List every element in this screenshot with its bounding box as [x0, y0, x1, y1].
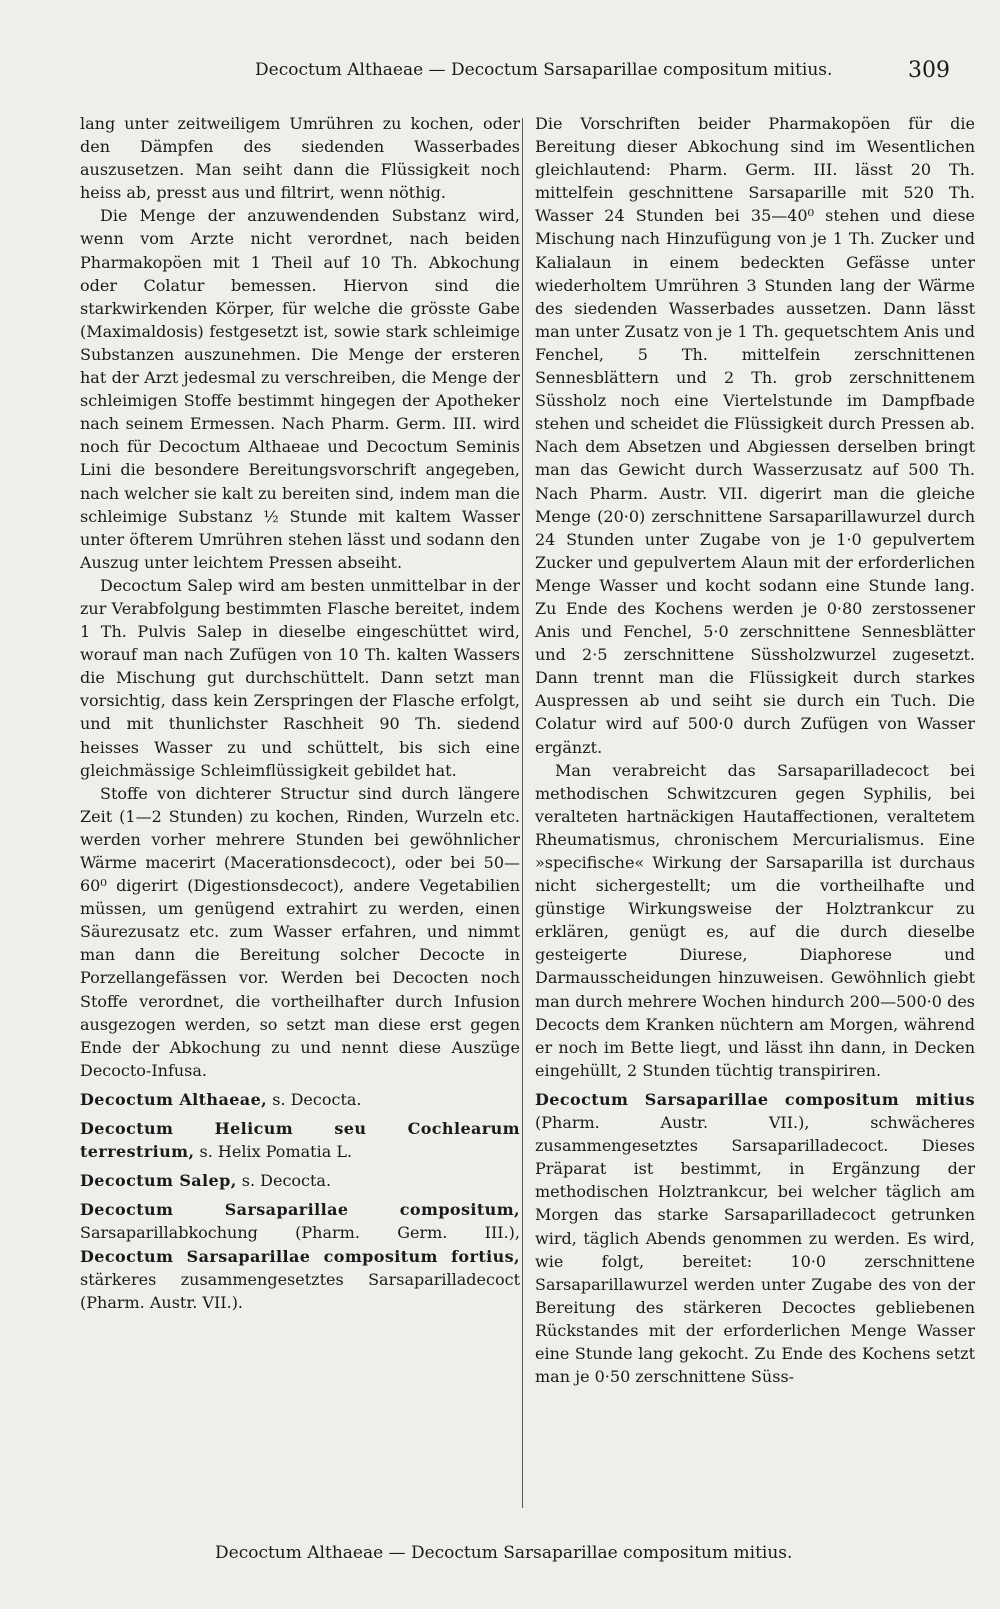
- column-divider: [522, 118, 523, 1508]
- entry-text: s. Decocta.: [267, 1089, 362, 1109]
- paragraph: lang unter zeitweiligem Umrühren zu kochen, oder den Dämpfen des siedenden Wasserbades auszusetzen. Man seiht dann die Flüssigkeit noch heiss ab, presst aus und filtrirt, wenn nöthig.: [80, 114, 520, 203]
- dictionary-entry: [535, 1088, 975, 1388]
- dictionary-entry: [80, 1169, 520, 1192]
- entry-text: s. Decocta.: [236, 1171, 332, 1191]
- entry-text: Sarsaparillabkochung (Pharm. Germ. III.),: [80, 1223, 520, 1243]
- paragraph: Die Vorschriften beider Pharmakopöen für die Bereitung dieser Abkochung sind im Wesentlichen gleichlautend: Pharm. Germ. III. lässt 20 Th. mittelfein geschnittene Sarsaparille mit 520 Th. Wasser 24 Stunden bei 35—40⁰ stehen und diese Mischung nach Hinzufügung von je 1 Th. Zucker und Kalialaun in einem bedeckten Gefässe unter wiederholtem Umrühren 3 Stunden lang der Wärme des siedenden Wasserbades aussetzen. Dann lässt man unter Zusatz von je 1 Th. gequetschtem Anis und Fenchel, 5 Th. mittelfein zerschnittenen Sennesblättern und 2 Th. grob zerschnittenem Süssholz noch eine Viertelstunde im Dampfbade stehen und scheidet die Flüssigkeit durch Pressen ab. Nach dem Absetzen und Abgiessen derselben bringt man das Gewicht durch Wasserzusatz auf 500 Th. Nach Pharm. Austr. VII. digerirt man die gleiche Menge (20·0) zerschnittene Sarsaparillawurzel durch 24 Stunden unter Zugabe von je 1·0 gepulvertem Zucker und gepulvertem Alaun mit der erforderlichen Menge Wasser und kocht sodann eine Stunde lang. Zu Ende des Kochens werden je 0·80 zerstossener Anis und Fenchel, 5·0 zerschnittene Sennesblätter und 2·5 zerschnittene Süssholzwurzel zugesetzt. Dann trennt man die Flüssigkeit durch starkes Auspressen ab und seiht sie durch ein Tuch. Die Colatur wird auf 500·0 durch Zufügen von Wasser ergänzt.: [535, 114, 975, 757]
- entry-text: (Pharm. Austr. VII.), schwächeres zusammengesetztes Sarsaparilladecoct. Dieses Präparat ist bestimmt, in Ergänzung der methodischen Holztrankcur, bei welcher täglich am Morgen das starke Sarsaparilladecoct getrunken wird, täglich Abends genommen zu werden. Es wird, wie folgt, bereitet: 10·0 zerschnittene Sarsaparillawurzel werden unter Zugabe des von der Bereitung des stärkeren Decoctes gebliebenen Rückstandes mit der erforderlichen Menge Wasser eine Stunde lang gekocht. Zu Ende des Kochens setzt man je 0·50 zerschnittene Süss-: [535, 1113, 975, 1387]
- entry-headword: Decoctum Sarsaparillae compositum,: [80, 1200, 520, 1220]
- entry-headword: Decoctum Sarsaparillae compositum fortius,: [80, 1246, 520, 1266]
- paragraph: Stoffe von dichterer Structur sind durch längere Zeit (1—2 Stunden) zu kochen, Rinden, Wurzeln etc. werden vorher mehrere Stunden bei gewöhnlicher Wärme macerirt (Macerationsdecoct), oder bei 50—60⁰ digerirt (Digestionsdecoct), andere Vegetabilien müssen, um genügend extrahirt zu werden, einen Säurezusatz etc. zum Wasser erfahren, und nimmt man dann die Bereitung solcher Decocte in Porzellangefässen vor. Werden bei Decocten noch Stoffe verordnet, die vortheilhafter durch Infusion ausgezogen werden, so setzt man diese erst gegen Ende der Abkochung zu und nennt diese Auszüge Decocto-Infusa.: [80, 783, 520, 1080]
- entry-headword: Decoctum Althaeae,: [80, 1089, 268, 1109]
- entry-text: s. Helix Pomatia L.: [194, 1142, 353, 1162]
- entry-headword: Decoctum Salep,: [80, 1171, 237, 1191]
- entry-headword: Decoctum Sarsaparillae compositum mitius: [535, 1089, 975, 1109]
- dictionary-entry: [80, 1117, 520, 1163]
- left-column: [80, 112, 520, 1314]
- right-column: [535, 112, 975, 1388]
- running-head: [80, 58, 950, 88]
- paragraph: Die Menge der anzuwendenden Substanz wird, wenn vom Arzte nicht verordnet, nach beiden Pharmakopöen mit 1 Theil auf 10 Th. Abkochung oder Colatur bemessen. Hiervon sind die starkwirkenden Körper, für welche die grösste Gabe (Maximaldosis) festgesetzt ist, sowie stark schleimige Substanzen auszunehmen. Die Menge der ersteren hat der Arzt jedesmal zu verschreiben, die Menge der schleimigen Stoffe bestimmt hingegen der Apotheker nach seinem Ermessen. Nach Pharm. Germ. III. wird noch für Decoctum Althaeae und Decoctum Seminis Lini die besondere Bereitungsvorschrift angegeben, nach welcher sie kalt zu bereiten sind, indem man die schleimige Substanz ½ Stunde mit kaltem Wasser unter öfterem Umrühren stehen lässt und sodann den Auszug unter leichtem Pressen abseiht.: [80, 206, 520, 572]
- page-number: 309: [908, 58, 950, 83]
- running-title: Decoctum Althaeae — Decoctum Sarsaparillae compositum mitius.: [255, 60, 833, 80]
- entry-headword: Decoctum Helicum seu Cochlearum terrestrium,: [80, 1119, 520, 1162]
- paragraph: Man verabreicht das Sarsaparilladecoct bei methodischen Schwitzcuren gegen Syphilis, bei veralteten hartnäckigen Hautaffectionen, veraltetem Rheumatismus, chronischem Mercurialismus. Eine »specifische« Wirkung der Sarsaparilla ist durchaus nicht sichergestellt; um die vortheilhafte und günstige Wirkungsweise der Holztrankcur zu erklären, genügt es, auf die durch dieselbe gesteigerte Diurese, Diaphorese und Darmausscheidungen hinzuweisen. Gewöhnlich giebt man durch mehrere Wochen hindurch 200—500·0 des Decocts dem Kranken nüchtern am Morgen, während er noch im Bette liegt, und lässt ihn dann, in Decken eingehüllt, 2 Stunden tüchtig transpiriren.: [535, 760, 975, 1080]
- dictionary-entry: [80, 1088, 520, 1111]
- page-footer: Decoctum Althaeae — Decoctum Sarsaparillae compositum mitius.: [215, 1543, 793, 1563]
- entry-text: stärkeres zusammengesetztes Sarsaparilladecoct (Pharm. Austr. VII.).: [80, 1269, 520, 1312]
- dictionary-entry: [80, 1198, 520, 1313]
- paragraph: Decoctum Salep wird am besten unmittelbar in der zur Verabfolgung bestimmten Flasche bereitet, indem 1 Th. Pulvis Salep in dieselbe eingeschüttet wird, worauf man nach Zufügen von 10 Th. kalten Wassers die Mischung gut durchschüttelt. Dann setzt man vorsichtig, dass kein Zerspringen der Flasche erfolgt, und mit thunlichster Raschheit 90 Th. siedend heisses Wasser zu und schüttelt, bis sich eine gleichmässige Schleimflüssigkeit gebildet hat.: [80, 575, 520, 780]
